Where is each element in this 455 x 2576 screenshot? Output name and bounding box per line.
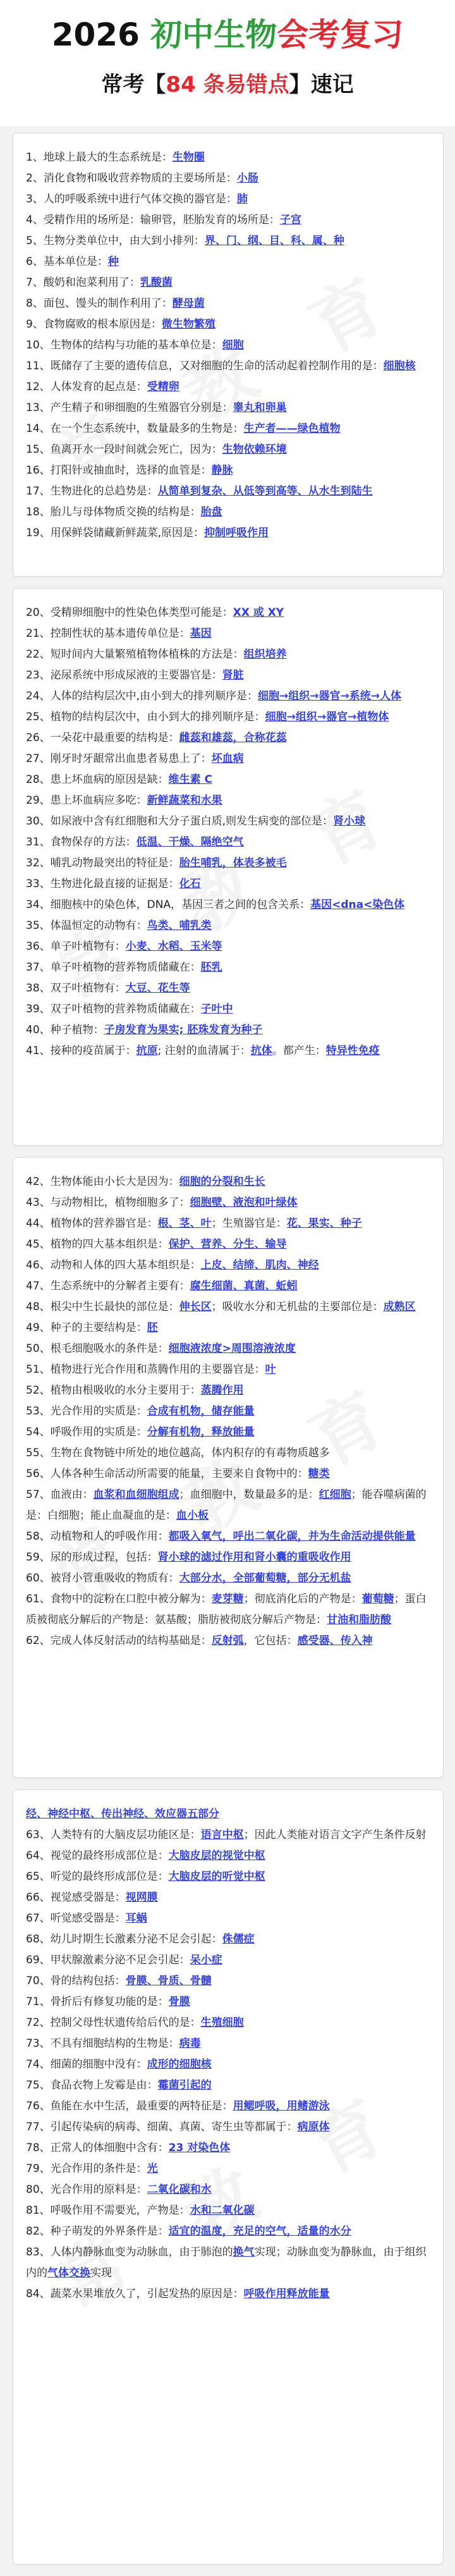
fact-line [26,665,430,686]
answer-text: 肾小球 [333,815,366,828]
question-text: 73、不具有细胞结构的生物是： [26,2037,179,2050]
answer-text: 生物圈 [172,151,205,164]
question-text: 20、受精卵细胞中的性染色体类型可能是： [26,606,233,619]
header [0,0,455,126]
question-text: 79、光合作用的条件是： [26,2162,147,2175]
answer-text: 上皮、结缔、肌肉、神经 [200,1259,319,1272]
question-text: 14、在一个生态系统中，数量最多的生物是： [26,422,244,435]
answer-text: 胎盘 [200,506,222,518]
question-text: 15、鱼离开水一段时间就会死亡，因为： [26,443,222,456]
fact-line [26,1846,430,1867]
page-title [0,15,455,54]
question-text: 70、骨的结构包括： [26,1975,126,1987]
question-text: 29、患上坏血病应多吃： [26,794,147,807]
answer-text: 成形的细胞核 [147,2058,212,2071]
question-text: ；蛋白质被彻底分解后的产物是：氨基酸；脂肪被彻底分解后产物是： [26,1593,427,1626]
question-text: 19、用保鲜袋储藏新鲜蔬菜,原因是： [26,527,205,539]
question-text: 。都产生： [272,1045,326,1057]
answer-text: 坏血病 [211,752,244,765]
fact-line [26,978,430,999]
question-text: 16、打阳针或抽血时，选择的血管是： [26,464,212,477]
answer-text: 肾小球的滤过作用和肾小囊的重吸收作用 [157,1551,351,1564]
question-text: 13、产生精子和卵细胞的生殖器官分别是： [26,402,233,414]
fact-line [26,999,430,1020]
answer-text: 肾脏 [222,669,244,682]
question-text: ；生殖器官是： [211,1217,287,1230]
answer-text: 叶 [265,1363,276,1376]
answer-text: 霉菌引起的 [157,2079,212,2092]
answer-text: 骨膜 [168,1996,190,2008]
fact-line [26,1339,430,1359]
question-text: 42、生物体能由小长大是因为： [26,1175,179,1188]
question-text: 46、动物和人体的四大基本组织是： [26,1259,201,1272]
answer-text: 骨膜、骨质、骨髓 [125,1975,212,1987]
question-text: ; 注射的血清属于： [157,1045,251,1057]
question-text: 47、生态系统中的分解者主要有： [26,1280,190,1292]
answer-text: 花、果实、种子 [286,1217,362,1230]
answer-text: 侏儒症 [222,1933,255,1946]
answer-text: 经、神经中枢、传出神经、效应器五部分 [26,1808,219,1820]
fact-line [26,1020,430,1041]
fact-line [26,957,430,978]
answer-text: 细胞→组织→器官→植物体 [265,711,389,723]
question-text: 77、引起传染病的病毒、细菌、真菌、寄生虫等都属于： [26,2121,298,2133]
fact-line [26,398,430,419]
answer-text: 伸长区 [179,1301,212,1313]
question-text: 61、食物中的淀粉在口腔中被分解为： [26,1593,212,1605]
question-text: 67、听觉感受器是： [26,1912,126,1925]
fact-line [26,1422,430,1443]
card-4-lines [26,1804,430,2305]
answer-text: 反射弧 [211,1635,244,1647]
fact-line [26,2242,430,2284]
card-3-lines [26,1172,430,1652]
question-text: 82、种子萌发的外界条件是： [26,2225,169,2238]
question-text: 54、呼吸作用的实质是： [26,1426,147,1438]
question-text: 69、甲状腺激素分泌不足会引起： [26,1954,190,1966]
question-text: 35、体温恒定的动物有： [26,919,147,932]
fact-line [26,707,430,728]
fact-line [26,2159,430,2180]
question-text: ；吸收水分和无机盐的主要部位是： [211,1301,384,1313]
fact-line [26,2013,430,2033]
answer-text: 受精卵 [147,381,179,393]
subtitle-highlight: 84 条易错点 [166,72,289,97]
question-text: 60、被肾小管重吸收的物质有： [26,1572,179,1585]
fact-line [26,1255,430,1276]
question-text: 18、胎儿与母体物质交换的结构是： [26,506,201,518]
question-text: 4、受精作用的场所是：输卵管，胚胎发育的场所是： [26,214,280,226]
question-text: 12、人体发育的起点是： [26,381,147,393]
question-text: 63、人类特有的大脑皮层功能区是： [26,1829,201,1841]
answer-text: 胚乳 [200,961,222,974]
answer-text: 血浆和血细胞组成 [93,1488,179,1501]
question-text: 23、泌尿系统中形成尿液的主要器官是： [26,669,222,682]
fact-line [26,1568,430,1589]
fact-line [26,603,430,623]
title-review: 会考复习 [277,16,404,53]
question-text: 71、骨折后有修复功能的是： [26,1996,169,2008]
card-3 [13,1157,444,1778]
fact-line [26,1380,430,1401]
fact-line [26,293,430,314]
answer-text: 语言中枢 [200,1829,244,1841]
answer-text: 大脑皮层的听觉中枢 [168,1870,265,1883]
answer-text: 腐生细菌、真菌、蚯蚓 [190,1280,298,1292]
fact-line [26,916,430,936]
fact-line [26,439,430,460]
fact-line [26,523,430,544]
fact-line [26,2054,430,2075]
title-subject: 初中生物 [150,16,277,53]
fact-line [26,2075,430,2096]
answer-text: 都吸入氧气，呼出二氧化碳，并为生命活动提供能量 [168,1530,416,1543]
fact-line [26,1992,430,2013]
answer-text: 静脉 [211,464,233,477]
answer-text: 合成有机物，储存能量 [147,1405,255,1418]
answer-text: 细胞液浓度>周围溶液浓度 [168,1342,296,1355]
fact-line [26,1485,430,1526]
fact-line [26,419,430,439]
answer-text: 适宜的温度，充足的空气，适量的水分 [168,2225,351,2238]
fact-line [26,644,430,665]
question-text: 6、基本单位是： [26,255,108,268]
question-text: 40、种子植物： [26,1024,104,1036]
answer-text: 耳蜗 [125,1912,147,1925]
fact-line [26,377,430,398]
fact-line [26,1276,430,1297]
answer-text: 病原体 [297,2121,330,2133]
card-2 [13,588,444,1146]
question-text: 实现 [90,2267,112,2279]
question-text: 41、接种的疫苗属于： [26,1045,136,1057]
card-2-lines [26,603,430,1062]
question-text: 56、人体各种生命活动所需要的能量，主要来自食物中的： [26,1468,308,1480]
answer-text: 组织培养 [243,648,287,661]
answer-text: 新鲜蔬菜和水果 [147,794,222,807]
question-text: 65、听觉的最终形成部位是： [26,1870,169,1883]
fact-line [26,1401,430,1422]
fact-line [26,1443,430,1464]
question-text: 1、地球上最大的生态系统是： [26,151,173,164]
answer-text: 糖类 [308,1468,330,1480]
subtitle-prefix: 常考【 [101,72,166,97]
answer-text: 葡萄糖 [361,1593,394,1605]
question-text: 57、血液由： [26,1488,94,1501]
fact-line [26,335,430,356]
question-text: 38、双子叶植物有： [26,982,126,995]
question-text: 11、既储存了主要的遗传信息，又对细胞的生命的活动起着控制作用的是： [26,360,384,372]
answer-text: 抗体 [250,1045,272,1057]
question-text: 50、根毛细胞吸水的条件是： [26,1342,169,1355]
answer-text: 大豆、花生等 [125,982,190,995]
fact-line [26,1464,430,1485]
question-text: 74、细菌的细胞中没有： [26,2058,147,2071]
answer-text: 分解有机物，释放能量 [147,1426,255,1438]
question-text: 21、控制性状的基本遗传单位是： [26,627,190,640]
fact-line [26,623,430,644]
fact-line [26,356,430,377]
fact-line [26,231,430,252]
answer-text: 酵母菌 [172,297,205,310]
question-text: 32、哺乳动物最突出的特征是： [26,857,179,869]
answer-text: 换气 [233,2246,255,2259]
answer-text: 生物依赖环境 [222,443,287,456]
fact-line [26,1297,430,1318]
answer-text: 甘油和脂肪酸 [327,1614,391,1626]
fact-line [26,1589,430,1631]
answer-text: 水和二氧化碳 [190,2204,255,2217]
fact-line [26,1929,430,1950]
question-text: 58、动植物和人的呼吸作用： [26,1530,169,1543]
answer-text: 呼吸作用释放能量 [243,2288,330,2300]
fact-line [26,1887,430,1908]
answer-text: 乳酸菌 [140,276,173,289]
question-text: 27、刚牙时牙龈常出血患者易患上了： [26,752,212,765]
fact-line [26,2200,430,2221]
answer-text: 根、茎、叶 [157,1217,212,1230]
card-1 [13,133,444,577]
answer-text: 从简单到复杂、从低等到高等、从水生到陆生 [157,485,373,498]
question-text: 68、幼儿时期生长激素分泌不足会引起： [26,1933,222,1946]
answer-text: 细胞壁、液泡和叶绿体 [190,1196,298,1209]
answer-text: 子房发育为果实; 胚珠发育为种子 [104,1024,263,1036]
card-4 [13,1789,444,2565]
question-text: 5、生物分类单位中，由大到小排列： [26,235,205,247]
fact-line [26,1547,430,1568]
question-text: 59、尿的形成过程，包括： [26,1551,158,1564]
question-text: 80、光合作用的原料是： [26,2183,147,2196]
question-text: 44、植物体的营养器官是： [26,1217,158,1230]
answer-text: 保护、营养、分生、输导 [168,1238,287,1251]
answer-text: 种 [107,255,119,268]
fact-line [26,1867,430,1887]
answer-text: 生殖细胞 [200,2016,244,2029]
fact-line [26,210,430,231]
question-text: ；能吞噬病菌的是：白细胞；能止血凝血的是： [26,1488,427,1522]
answer-text: 基因 [190,627,212,640]
question-text: 84、蔬菜水果堆放久了，引起发热的原因是： [26,2288,244,2300]
fact-line [26,2284,430,2305]
question-text: 75、食品衣物上发霉是由： [26,2079,158,2092]
fact-line [26,790,430,811]
fact-line [26,811,430,832]
answer-text: 抗原 [136,1045,158,1057]
question-text: 34、细胞核中的染色体，DNA，基因三者之间的包含关系： [26,899,311,911]
fact-line [26,686,430,707]
answer-text: 感受器、传入神 [297,1635,373,1647]
fact-line [26,1526,430,1547]
answer-text: 大脑皮层的视觉中枢 [168,1849,265,1862]
fact-line [26,189,430,210]
question-text: ，它包括： [243,1635,298,1647]
fact-line [26,252,430,273]
fact-line [26,1631,430,1652]
fact-line [26,2096,430,2117]
fact-line [26,1950,430,1971]
answer-text: 基因<dna<染色体 [310,899,405,911]
question-text: 53、光合作用的实质是： [26,1405,147,1418]
question-text: 31、食物保存的方法： [26,836,136,849]
question-text: 72、控制父母性状遗传给后代的是： [26,2016,201,2029]
question-text: 9、食物腐败的根本原因是： [26,318,162,331]
question-text: ；因此人类能对语言文字产生条件反射 [243,1829,427,1841]
answer-text: 病毒 [179,2037,201,2050]
question-text: 83、人体内静脉血变为动脉血，由于肺泡的 [26,2246,233,2259]
question-text: 37、单子叶植物的营养物质储藏在： [26,961,201,974]
fact-line [26,874,430,895]
question-text: 78、正常人的体细胞中含有： [26,2142,169,2154]
fact-line [26,832,430,853]
fact-line [26,460,430,481]
answer-text: 维生素 C [168,773,213,786]
answer-text: 子宫 [279,214,301,226]
fact-line [26,1213,430,1234]
fact-line [26,2138,430,2159]
fact-line [26,2117,430,2138]
question-text: 43、与动物相比，植物细胞多了： [26,1196,190,1209]
fact-line [26,2033,430,2054]
answer-text: 界、门、纲、目、科、属、种 [204,235,344,247]
fact-line [26,147,430,168]
fact-line [26,1318,430,1339]
answer-text: 呆小症 [190,1954,222,1966]
fact-line [26,1172,430,1193]
answer-text: 特异性免疫 [325,1045,380,1057]
question-text: 36、单子叶植物有： [26,940,126,953]
answer-text: 麦芽糖 [211,1593,244,1605]
answer-text: 光 [147,2162,158,2175]
fact-line [26,314,430,335]
answer-text: 二氧化碳和水 [147,2183,212,2196]
fact-line [26,2221,430,2242]
question-text: 62、完成人体反射活动的结构基础是： [26,1635,212,1647]
question-text: 8、面包、馒头的制作利用了： [26,297,173,310]
fact-line [26,1234,430,1255]
answer-text: 胚 [147,1322,158,1334]
answer-text: 雌蕊和雄蕊，合称花蕊 [179,732,287,744]
question-text: 76、鱼能在水中生活，最重要的两特征是： [26,2100,233,2113]
question-text: 55、生物在食物链中所处的地位越高，体内积存的有毒物质越多 [26,1447,330,1459]
answer-text: 大部分水，全部葡萄糖，部分无机盐 [179,1572,351,1585]
fact-line [26,895,430,916]
answer-text: 用鳃呼吸，用鳍游泳 [233,2100,330,2113]
card-1-lines [26,147,430,544]
page-subtitle [0,71,455,99]
fact-line [26,273,430,293]
subtitle-suffix: 】速记 [289,72,354,97]
answer-text: 细胞核 [383,360,416,372]
question-text: 39、双子叶植物的营养物质储藏在： [26,1003,201,1015]
fact-line [26,1825,430,1846]
title-year: 2026 [51,16,151,53]
fact-line [26,728,430,749]
question-text: 25、植物的结构层次中，由小到大的排列顺序是： [26,711,265,723]
answer-text: 视网膜 [125,1891,158,1904]
fact-line [26,1359,430,1380]
answer-text: 睾丸和卵巢 [233,402,287,414]
answer-text: 小麦、水稻、玉米等 [125,940,222,953]
answer-text: 鸟类、哺乳类 [147,919,212,932]
answer-text: 成熟区 [383,1301,416,1313]
question-text: 24、人体的结构层次中,由小到大的排列顺序是： [26,690,258,702]
answer-text: 胎生哺乳，体表多被毛 [179,857,287,869]
question-text: 64、视觉的最终形成部位是： [26,1849,169,1862]
question-text: 7、酸奶和泡菜利用了： [26,276,140,289]
answer-text: 抑制呼吸作用 [204,527,269,539]
question-text: ；血细胞中，数量最多的是： [179,1488,319,1501]
fact-line [26,749,430,770]
answer-text: 化石 [179,878,201,890]
answer-text: 气体交换 [47,2267,90,2279]
fact-line [26,1804,430,1825]
question-text: 26、一朵花中最重要的结构是： [26,732,179,744]
question-text: 49、种子的主要结构是： [26,1322,147,1334]
question-text: 51、植物进行光合作用和蒸腾作用的主要器官是： [26,1363,265,1376]
fact-line [26,2180,430,2200]
answer-text: 蒸腾作用 [200,1384,244,1397]
fact-line [26,1971,430,1992]
question-text: ；彻底消化后的产物是： [243,1593,362,1605]
fact-line [26,1041,430,1062]
answer-text: 血小板 [176,1509,209,1522]
fact-line [26,770,430,790]
question-text: 28、患上坏血病的原因是缺： [26,773,169,786]
fact-line [26,168,430,189]
fact-line [26,853,430,874]
answer-text: XX 或 XY [233,606,284,619]
answer-text: 细胞 [222,339,244,352]
fact-line [26,502,430,523]
question-text: 48、根尖中生长最快的部位是： [26,1301,179,1313]
question-text: 10、生物体的结构与功能的基本单位是： [26,339,222,352]
question-text: 45、植物的四大基本组织是： [26,1238,169,1251]
fact-line [26,481,430,502]
answer-text: 细胞的分裂和生长 [179,1175,265,1188]
answer-text: 红细胞 [318,1488,351,1501]
question-text: 22、短时间内大量繁殖植物体植株的方法是： [26,648,244,661]
question-text: 2、消化食物和吸收营养物质的主要场所是： [26,172,237,185]
fact-line [26,1908,430,1929]
question-text: 66、视觉感受器是： [26,1891,126,1904]
question-text: 实现；动脉血变为静脉血，由于组织内的 [26,2246,427,2279]
answer-text: 肺 [236,193,248,205]
answer-text: 23 对染色体 [168,2142,231,2154]
question-text: 52、植物由根吸收的水分主要用于： [26,1384,201,1397]
answer-text: 小肠 [236,172,258,185]
answer-text: 生产者——绿色植物 [243,422,341,435]
answer-text: 低温、干燥、隔绝空气 [136,836,244,849]
question-text: 30、如尿液中含有红细胞和大分子蛋白质,则发生病变的部位是： [26,815,334,828]
answer-text: 子叶中 [200,1003,233,1015]
question-text: 3、人的呼吸系统中进行气体交换的器官是： [26,193,237,205]
question-text: 81、呼吸作用不需要光，产物是： [26,2204,190,2217]
question-text: 33、生物进化最直接的证据是： [26,878,179,890]
question-text: 17、生物进化的总趋势是： [26,485,158,498]
fact-line [26,1193,430,1213]
answer-text: 细胞→组织→器官→系统→人体 [258,690,402,702]
answer-text: 微生物繁殖 [161,318,215,331]
fact-line [26,936,430,957]
